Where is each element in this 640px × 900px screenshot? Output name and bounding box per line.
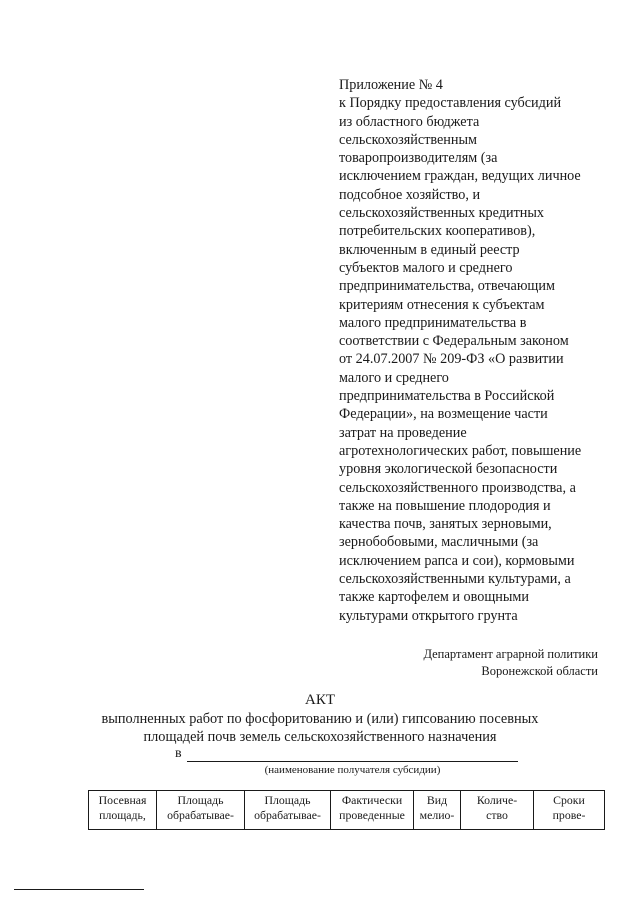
appendix-line: качества почв, занятых зерновыми,: [339, 516, 552, 533]
appendix-line: Приложение № 4: [339, 77, 443, 93]
appendix-line: культурами открытого грунта: [339, 607, 518, 624]
appendix-line: из областного бюджета: [339, 113, 480, 130]
appendix-line: субъектов малого и среднего: [339, 259, 513, 276]
appendix-line: подсобное хозяйство, и: [339, 186, 481, 203]
appendix-line: к Порядку предоставления субсидий: [339, 95, 562, 112]
appendix-line: затрат на проведение: [339, 424, 467, 441]
table-header-cell: Фактически проведенные: [331, 791, 414, 830]
appendix-line: сельскохозяйственным: [339, 131, 478, 148]
table-header-cell: Посевная площадь,: [89, 791, 157, 830]
works-table: [88, 790, 605, 830]
act-title: АКТ: [305, 692, 335, 708]
footnote-separator: [14, 889, 144, 890]
department-block: [423, 646, 598, 680]
appendix-line: зернобобовыми, масличными (за: [339, 534, 539, 551]
appendix-line: также на повышение плодородия и: [339, 497, 551, 514]
table-header-cell: Площадь обрабатывае-: [245, 791, 331, 830]
appendix-line: сельскохозяйственных кредитных: [339, 205, 544, 222]
table-header-cell: Площадь обрабатывае-: [157, 791, 245, 830]
appendix-line: исключением граждан, ведущих личное: [339, 168, 581, 185]
appendix-line: малого и среднего: [339, 369, 449, 386]
appendix-block: [339, 76, 609, 625]
appendix-line: потребительских кооперативов),: [339, 223, 536, 240]
appendix-line: соответствии с Федеральным законом: [339, 333, 569, 350]
appendix-line: Федерации», на возмещение части: [339, 406, 548, 423]
department-region: Воронежской области: [481, 664, 598, 678]
appendix-line: товаропроизводителям (за: [339, 150, 498, 167]
appendix-line: предпринимательства, отвечающим: [339, 278, 555, 295]
appendix-line: включенным в единый реестр: [339, 241, 520, 258]
appendix-line: сельскохозяйственными культурами, а: [339, 571, 571, 588]
recipient-caption: (наименование получателя субсидии): [264, 764, 441, 776]
appendix-line: также картофелем и овощными: [339, 589, 529, 606]
appendix-line: исключением рапса и сои), кормовыми: [339, 552, 575, 569]
recipient-prefix: в: [175, 746, 182, 761]
appendix-line: критериям отнесения к субъектам: [339, 296, 545, 313]
appendix-line: сельскохозяйственного производства, а: [339, 479, 576, 496]
appendix-line: агротехнологических работ, повышение: [339, 442, 582, 459]
act-subtitle: [0, 710, 640, 746]
appendix-line: от 24.07.2007 № 209-ФЗ «О развитии: [339, 351, 564, 368]
appendix-line: малого предпринимательства в: [339, 314, 527, 331]
act-subtitle-line: выполненных работ по фосфоритованию и (или) гипсованию посевных: [101, 711, 539, 727]
table-header-cell: Вид мелио-: [414, 791, 461, 830]
appendix-line: уровня экологической безопасности: [339, 461, 558, 478]
recipient-blank-line: [187, 761, 518, 762]
table-header-cell: Количе- ство: [461, 791, 534, 830]
table-header-cell: Сроки прове-: [534, 791, 605, 830]
department-name: Департамент аграрной политики: [423, 647, 598, 661]
appendix-line: предпринимательства в Российской: [339, 388, 555, 405]
act-subtitle-line: площадей почв земель сельскохозяйственного назначения: [143, 729, 497, 745]
table-header-row: [89, 791, 605, 830]
